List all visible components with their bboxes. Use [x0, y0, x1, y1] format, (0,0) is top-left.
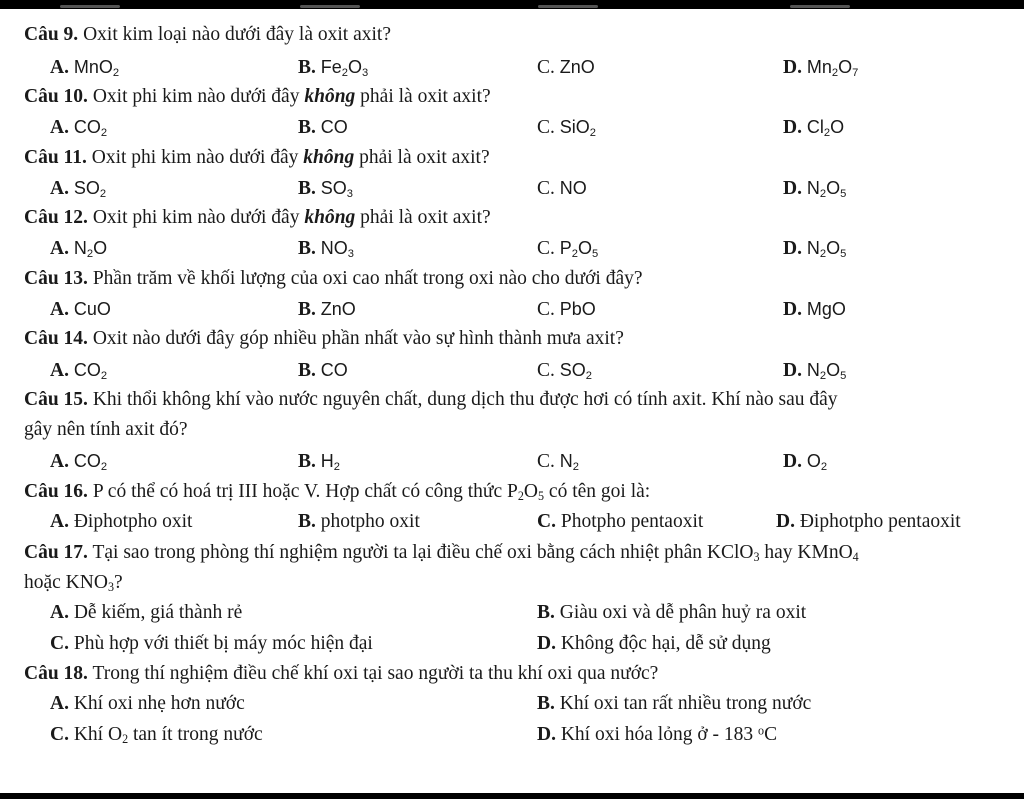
q17-option-a[interactable]: A. Dễ kiếm, giá thành rẻ	[50, 602, 243, 623]
q18-option-c[interactable]: C. Khí $O_2$ tan ít trong nước	[50, 724, 263, 747]
q17-option-d[interactable]: D. Không độc hại, dễ sử dụng	[537, 633, 771, 654]
q13-option-b[interactable]: B. ZnO	[298, 299, 356, 320]
question-17-continued: hoặc $KNO_3$?	[24, 572, 123, 595]
q12-option-a[interactable]: A. $N_2O$	[50, 238, 108, 260]
q13-option-c[interactable]: C. PbO	[537, 299, 596, 320]
question-18: Câu 18. Trong thí nghiệm điều chế khí oxi tại sao người ta thu khí oxi qua nước?	[24, 663, 659, 684]
question-11: Câu 11. Oxit phi kim nào dưới đây không phải là oxit axit?	[24, 147, 490, 168]
q15-option-b[interactable]: B. $H_2$	[298, 451, 340, 473]
q18-option-d[interactable]: D. Khí oxi hóa lỏng ở - 183 $^o$C	[537, 723, 778, 745]
q13-option-a[interactable]: A. CuO	[50, 299, 111, 320]
top-border	[0, 0, 1024, 9]
question-12: Câu 12. Oxit phi kim nào dưới đây không phải là oxit axit?	[24, 207, 491, 228]
q9-option-d[interactable]: D. $Mn_2O_7$	[783, 57, 859, 79]
cropped-line-fragment	[538, 2, 598, 10]
q16-option-c[interactable]: C. Photpho pentaoxit	[537, 511, 704, 532]
question-10: Câu 10. Oxit phi kim nào dưới đây không phải là oxit axit?	[24, 86, 491, 107]
question-14: Câu 14. Oxit nào dưới đây góp nhiều phần nhất vào sự hình thành mưa axit?	[24, 328, 624, 349]
question-15-continued: gây nên tính axit đó?	[24, 419, 188, 440]
q14-option-b[interactable]: B. CO	[298, 360, 348, 381]
q16-option-d[interactable]: D. Điphotpho pentaoxit	[776, 511, 961, 532]
q14-option-c[interactable]: C. $SO_2$	[537, 360, 592, 382]
q13-option-d[interactable]: D. MgO	[783, 299, 846, 320]
q12-option-b[interactable]: B. $NO_3$	[298, 238, 354, 260]
q11-option-b[interactable]: B. $SO_3$	[298, 178, 353, 200]
q15-option-d[interactable]: D. $O_2$	[783, 451, 828, 473]
q12-option-d[interactable]: D. $N_2O_5$	[783, 238, 847, 260]
question-15: Câu 15. Khi thổi không khí vào nước nguyên chất, dung dịch thu được hơi có tính axit. Khí nào sau đây	[24, 389, 838, 410]
q17-option-b[interactable]: B. Giàu oxi và dễ phân huỷ ra oxit	[537, 602, 807, 623]
q17-option-c[interactable]: C. Phù hợp với thiết bị máy móc hiện đại	[50, 633, 373, 654]
q12-option-c[interactable]: C. $P_2O_5$	[537, 238, 599, 260]
question-9: Câu 9. Oxit kim loại nào dưới đây là oxit axit?	[24, 24, 391, 45]
q15-option-a[interactable]: A. $CO_2$	[50, 451, 108, 473]
cropped-line-fragment	[790, 2, 850, 10]
q16-option-b[interactable]: B. photpho oxit	[298, 511, 420, 532]
q10-option-d[interactable]: D. $Cl_2O$	[783, 117, 845, 139]
q15-option-c[interactable]: C. $N_2$	[537, 451, 579, 473]
q9-option-a[interactable]: A. MnO$_2$	[50, 57, 120, 79]
q18-option-a[interactable]: A. Khí oxi nhẹ hơn nước	[50, 693, 245, 714]
q11-option-a[interactable]: A. $SO_2$	[50, 178, 107, 200]
q14-option-a[interactable]: A. $CO_2$	[50, 360, 108, 382]
question-16: Câu 16. P có thể có hoá trị III hoặc V. Hợp chất có công thức $P_2O_5$ có tên goi là:	[24, 481, 651, 504]
q10-option-c[interactable]: C. SiO$_2$	[537, 117, 596, 139]
question-17: Câu 17. Tại sao trong phòng thí nghiệm người ta lại điều chế oxi bằng cách nhiệt phân KClO$_3$ hay KMnO$_4$	[24, 542, 859, 565]
q10-option-a[interactable]: A. $CO_2$	[50, 117, 108, 139]
bottom-border	[0, 793, 1024, 799]
question-13: Câu 13. Phần trăm về khối lượng của oxi cao nhất trong oxi nào cho dưới đây?	[24, 268, 643, 289]
q11-option-d[interactable]: D. $N_2O_5$	[783, 178, 847, 200]
q14-option-d[interactable]: D. $N_2O_5$	[783, 360, 847, 382]
q16-option-a[interactable]: A. Điphotpho oxit	[50, 511, 193, 532]
q9-option-c[interactable]: C. ZnO	[537, 57, 595, 78]
cropped-line-fragment	[300, 2, 360, 10]
q10-option-b[interactable]: B. CO	[298, 117, 348, 138]
q18-option-b[interactable]: B. Khí oxi tan rất nhiều trong nước	[537, 693, 812, 714]
q9-option-b[interactable]: B. $Fe_2O_3$	[298, 57, 369, 79]
cropped-line-fragment	[60, 2, 120, 10]
q11-option-c[interactable]: C. NO	[537, 178, 587, 199]
